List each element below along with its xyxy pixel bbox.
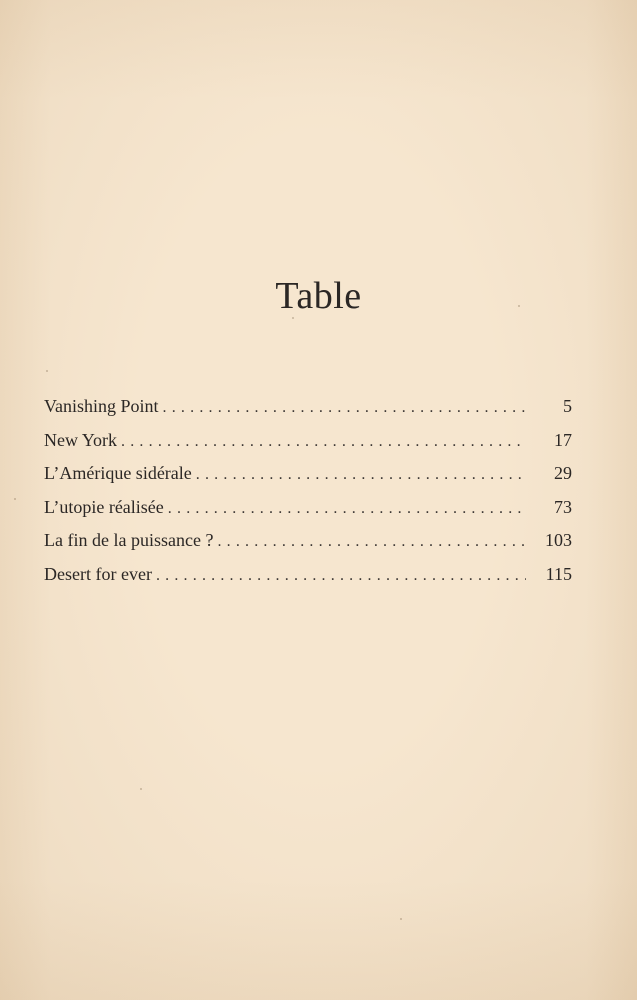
- toc-entry[interactable]: [44, 491, 572, 525]
- paper-speck: [140, 788, 142, 790]
- toc-entry[interactable]: [44, 558, 572, 592]
- toc-entry[interactable]: [44, 524, 572, 558]
- dot-leader: [196, 458, 526, 492]
- table-of-contents: [44, 390, 572, 591]
- toc-entry-page-number: 115: [545, 563, 572, 584]
- toc-entry-page-number: 5: [563, 396, 572, 416]
- dot-leader: [168, 492, 526, 526]
- paper-speck: [14, 498, 16, 500]
- toc-entry-page-number: 103: [545, 530, 572, 550]
- toc-entry-page-number: 29: [554, 463, 572, 483]
- dot-leader: [217, 525, 526, 559]
- dot-leader: [121, 425, 526, 459]
- toc-entry-label: L’Amérique sidérale: [44, 463, 192, 483]
- toc-entry[interactable]: [44, 457, 572, 491]
- toc-entry-label: La fin de la puissance ?: [44, 530, 214, 550]
- dot-leader: [163, 391, 526, 425]
- toc-entry-page-number: 17: [554, 429, 572, 450]
- toc-entry[interactable]: [44, 390, 572, 424]
- paper-speck: [46, 370, 48, 372]
- toc-entry-label: Desert for ever: [44, 563, 152, 584]
- dot-leader: [156, 559, 526, 593]
- toc-entry-label: New York: [44, 429, 118, 450]
- toc-entry-label: Vanishing Point: [44, 396, 159, 416]
- paper-speck: [400, 918, 402, 920]
- toc-entry-label: L’utopie réalisée: [44, 496, 164, 517]
- page-title: Table: [275, 275, 362, 317]
- toc-entry[interactable]: [44, 424, 572, 458]
- toc-entry-page-number: 73: [554, 496, 572, 517]
